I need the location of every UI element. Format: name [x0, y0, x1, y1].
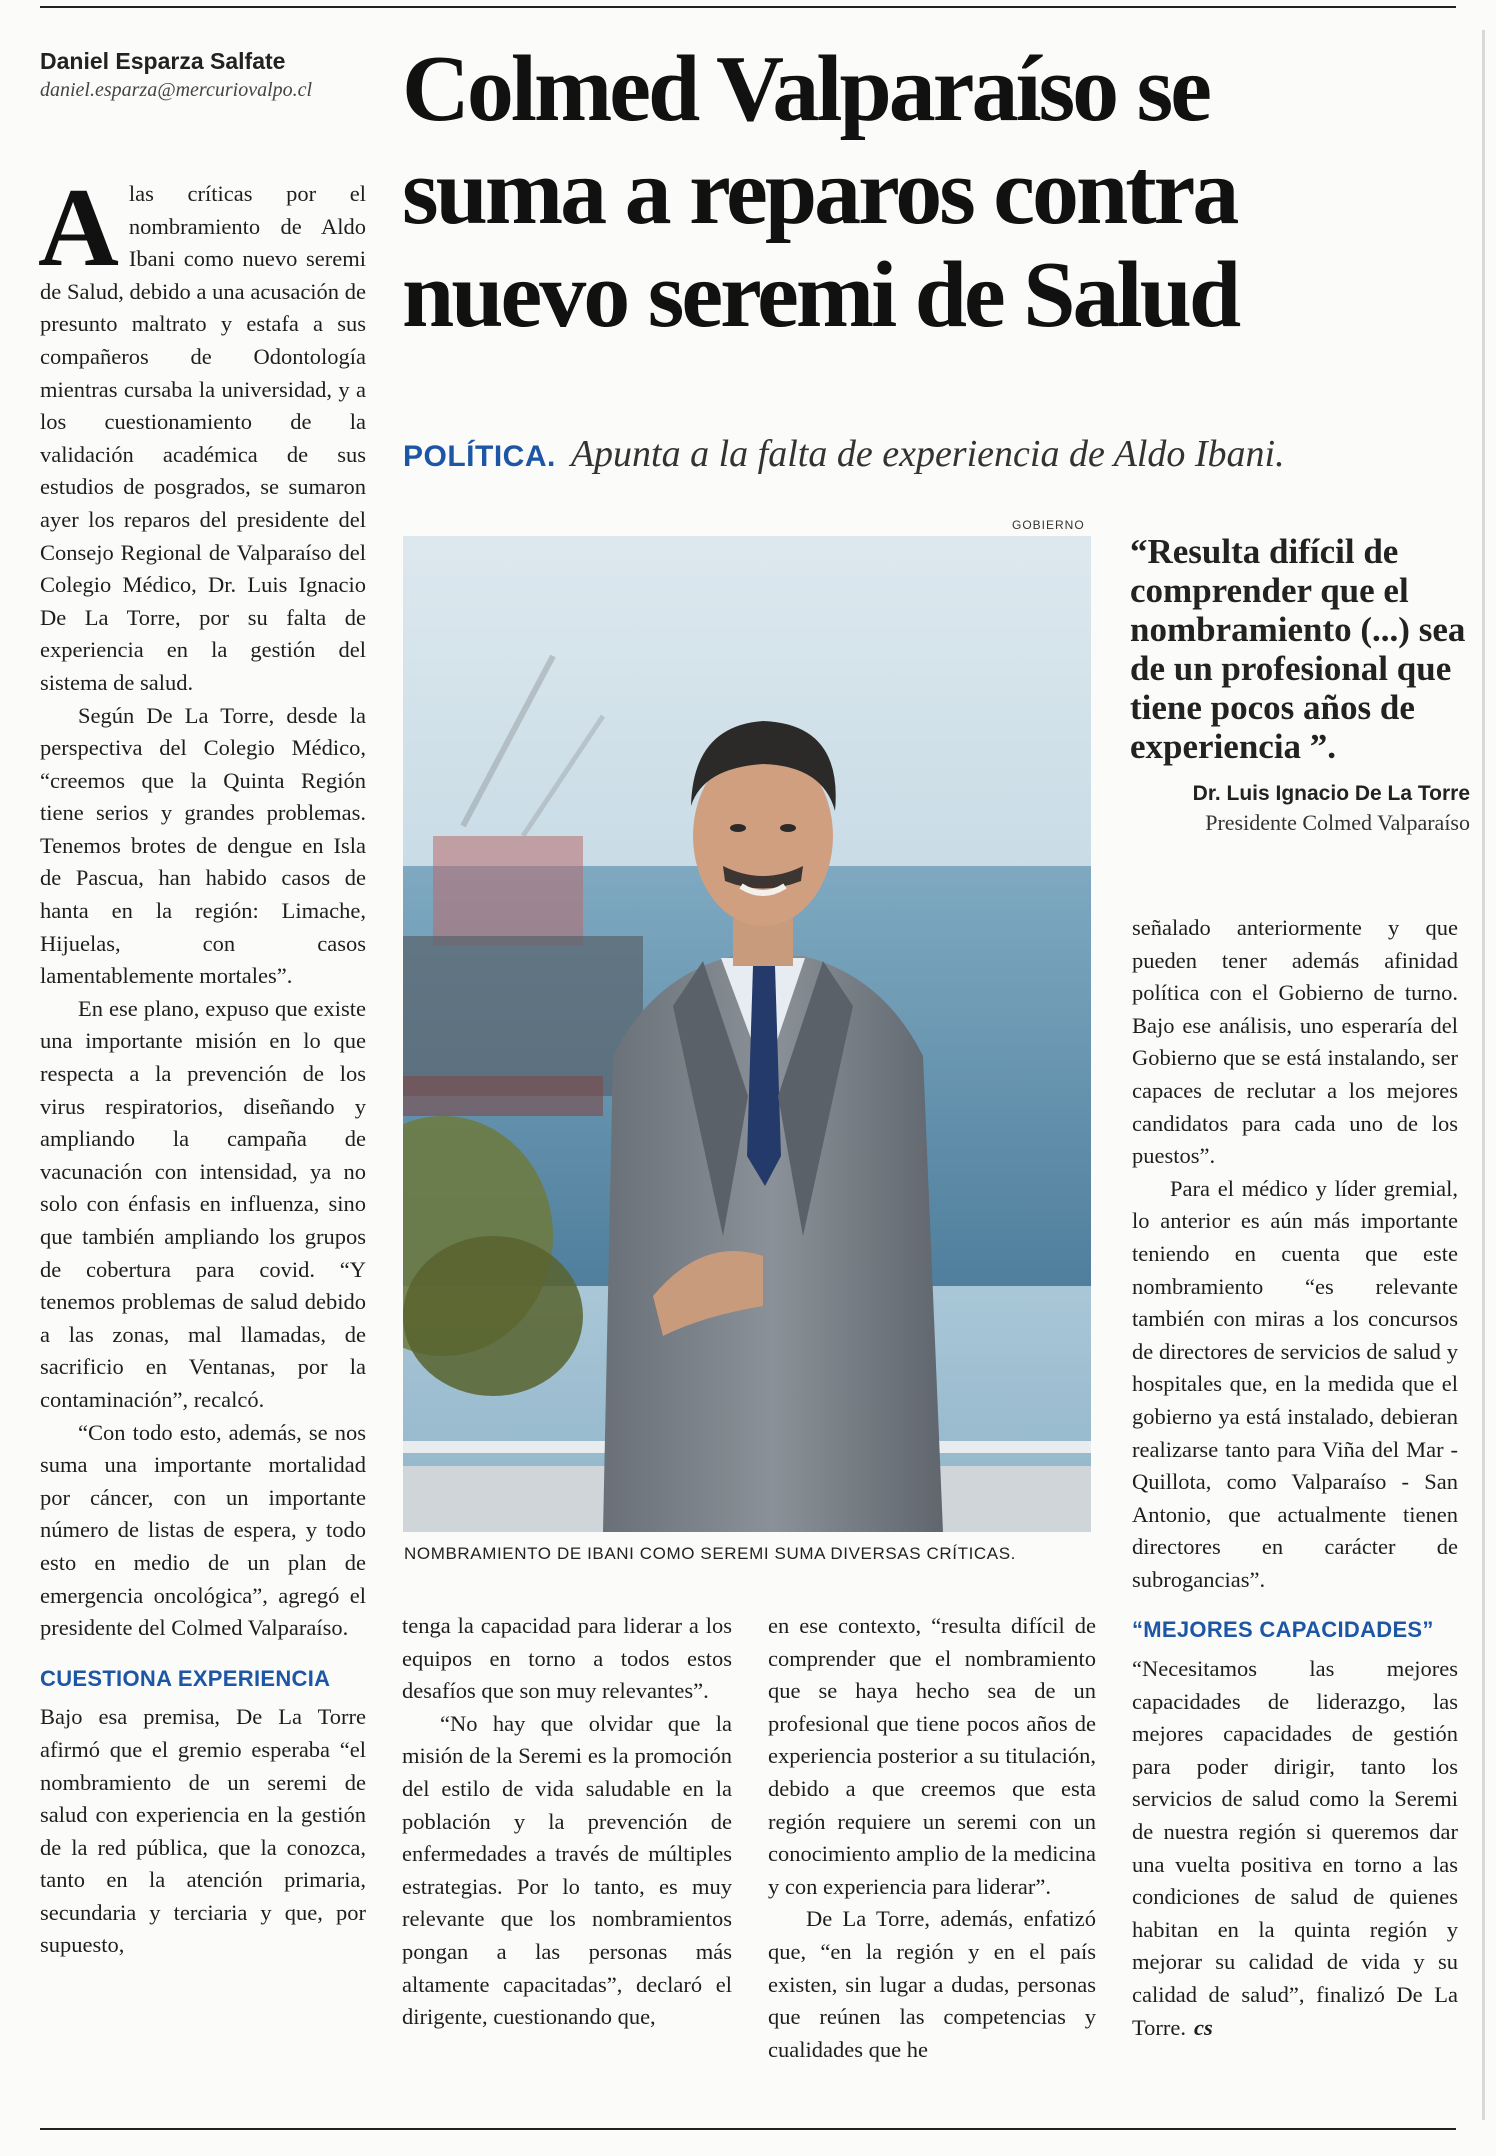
headline-line-3: nuevo seremi de Salud [402, 243, 1239, 347]
article-column-4 [1132, 912, 1458, 2044]
kicker [403, 432, 1473, 476]
dropcap: A [38, 166, 119, 290]
paragraph-9: De La Torre, además, enfatizó que, “en la región y en el país existen, sin lugar a dudas, personas que reúnen las competencias y cualidades que he [768, 1906, 1096, 2062]
paragraph-1-text: las críticas por el nombramiento de Aldo Ibani como nuevo seremi de Salud, debido a una acusación de presunto maltrato y estafa a sus compañeros de Odontología mientras cursaba la universidad, y a los cuestionamiento de la validación académica de sus estudios de posgrados, se sumaron ayer los reparos del presidente del Consejo Regional de Valparaíso del Colegio Médico, Dr. Luis Ignacio De La Torre, por su falta de experiencia en la gestión del sistema de salud. [40, 181, 366, 695]
article-column-1 [38, 166, 366, 1962]
paragraph-1 [38, 166, 366, 700]
top-rule [40, 6, 1456, 8]
headline [402, 38, 1482, 347]
paragraph-3: En ese plano, expuso que existe una importante misión en lo que respecta a la prevención de los virus respiratorios, diseñando y ampliando la campaña de vacunación con intensidad, ya no solo con énfasis en influenza, sino que también ampliando los grupos de cobertura para covid. “Y tenemos problemas de salud debido a las zonas, mal llamadas, de sacrificio en Ventanas, por la contaminación”, recalcó. [40, 995, 366, 1412]
paragraph-11: Para el médico y líder gremial, lo anterior es aún más importante teniendo en cuenta que este nombramiento “es relevante también con miras a los concursos de directores de servicios de salud y hospitales que, en la medida que el gobierno ya está instalado, debieran realizarse tanto para Viña del Mar - Quillota, como Valparaíso - San Antonio, que actualmente tienen directores en carácter de subrogancias”. [1132, 1175, 1458, 1592]
deck: Apunta a la falta de experiencia de Aldo Ibani. [570, 433, 1285, 475]
paragraph-12 [1132, 1653, 1458, 2044]
pull-quote-role: Presidente Colmed Valparaíso [1205, 810, 1470, 835]
pull-quote-text: “Resulta difícil de comprender que el nombramiento (...) sea de un profesional que tiene pocos años de experiencia ”. [1130, 532, 1466, 766]
pull-quote-name: Dr. Luis Ignacio De La Torre [1192, 782, 1470, 805]
paragraph-7: “No hay que olvidar que la misión de la Seremi es la promoción del estilo de vida saludable en la población y la prevención de enfermedades a través de múltiples estrategias. Por lo tanto, es muy relevante que los nombramientos pongan a las personas más altamente capacitadas”, declaró el dirigente, cuestionando que, [402, 1710, 732, 2030]
pull-quote [1130, 532, 1470, 836]
paragraph-5: Bajo esa premisa, De La Torre afirmó que el gremio esperaba “el nombramiento de un seremi de salud con experiencia en la gestión de la red pública, que la conozca, tanto en la atención primaria, secundaria y terciaria y que, por supuesto, [40, 1704, 366, 1958]
paragraph-4: “Con todo esto, además, se nos suma una importante mortalidad por cáncer, con un importante número de listas de espera, y todo esto en medio de un plan de emergencia oncológica”, agregó el presidente del Colmed Valparaíso. [40, 1419, 366, 1641]
author-name: Daniel Esparza Salfate [40, 48, 286, 74]
paragraph-6: tenga la capacidad para liderar a los equipos en torno a todos estos desafíos que son muy relevantes”. [402, 1613, 732, 1704]
bottom-rule [40, 2128, 1456, 2130]
article-column-2 [402, 1610, 732, 2034]
subhead-cuestiona: CUESTIONA EXPERIENCIA [40, 1665, 331, 1691]
headline-line-1: Colmed Valparaíso se [402, 37, 1209, 141]
paragraph-2: Según De La Torre, desde la perspectiva del Colegio Médico, “creemos que la Quinta Región tiene serios y grandes problemas. Tenemos brotes de dengue en Isla de Pascua, han habido casos de hanta en la región: Limache, Hijuelas, con casos lamentablemente mortales”. [40, 702, 366, 989]
paragraph-12-text: “Necesitamos las mejores capacidades de liderazgo, las mejores capacidades de gestión para poder dirigir, tanto los servicios de salud como la Seremi de nuestra región si queremos dar una vuelta positiva en torno a las condiciones de salud de quienes habitan en la quinta región y mejorar su calidad de vida y su calidad de salud”, finalizó De La Torre. [1132, 1656, 1458, 2040]
headline-line-2: suma a reparos contra [402, 140, 1237, 244]
end-mark: cs [1194, 2014, 1213, 2040]
article-column-3 [768, 1610, 1096, 2066]
subhead-mejores: “MEJORES CAPACIDADES” [1132, 1617, 1434, 1643]
paragraph-10: señalado anteriormente y que pueden tener además afinidad política con el Gobierno de turno. Bajo ese análisis, uno esperaría del Gobierno que se está instalando, ser capaces de reclutar a los mejores candidatos para cada uno de los puestos”. [1132, 915, 1458, 1169]
page-edge [1482, 30, 1485, 2120]
portrait-illustration [403, 536, 1091, 1532]
photo [403, 536, 1091, 1532]
author-email: daniel.esparza@mercuriovalpo.cl [40, 79, 313, 101]
byline [40, 48, 370, 102]
photo-caption: NOMBRAMIENTO DE IBANI COMO SEREMI SUMA DIVERSAS CRÍTICAS. [404, 1544, 1016, 1563]
photo-credit: GOBIERNO [1012, 518, 1085, 532]
section-tag: POLÍTICA. [403, 440, 556, 473]
paragraph-8: en ese contexto, “resulta difícil de comprender que el nombramiento que se haya hecho sea de un profesional que tiene pocos años de experiencia posterior a su titulación, debido a que creemos que esta región requiere un seremi con un conocimiento amplio de la medicina y con experiencia para liderar”. [768, 1613, 1096, 1899]
